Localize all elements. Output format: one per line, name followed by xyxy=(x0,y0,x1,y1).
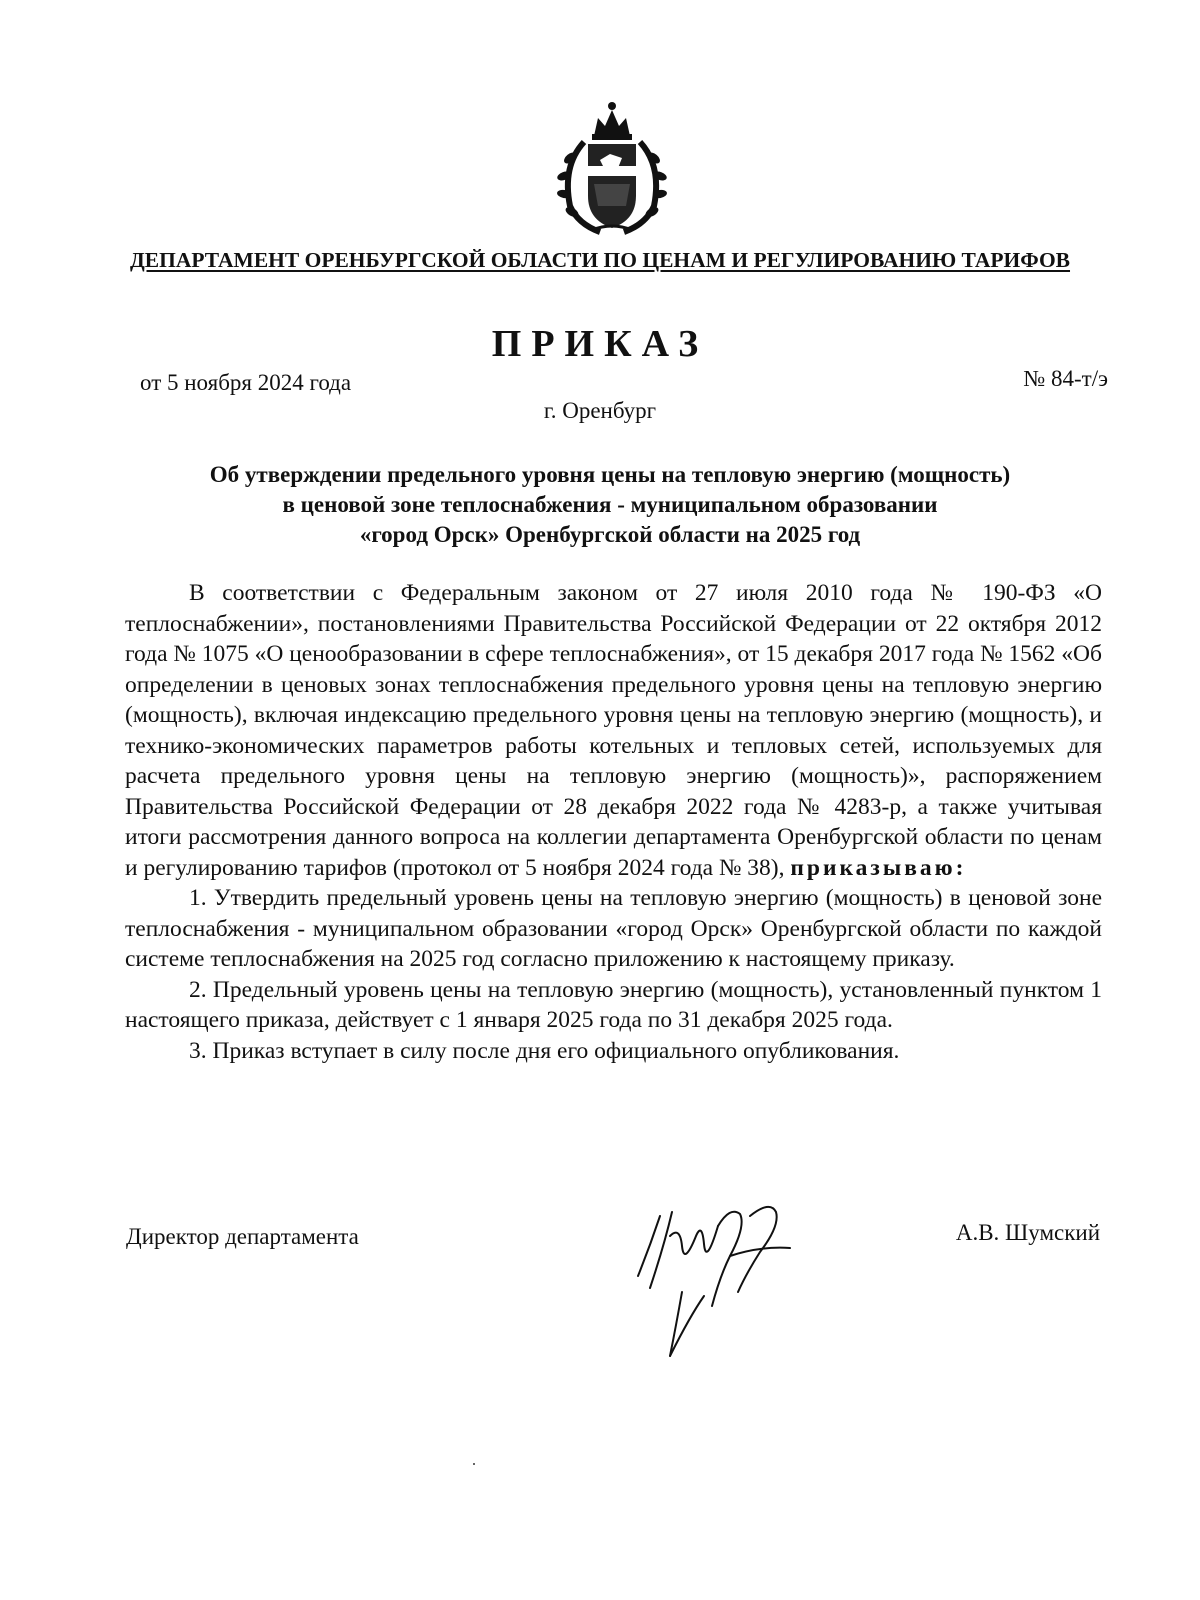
department-name: ДЕПАРТАМЕНТ ОРЕНБУРГСКОЙ ОБЛАСТИ ПО ЦЕНАМ И РЕГУЛИРОВАНИЮ ТАРИФОВ xyxy=(129,248,1071,272)
order-item-2: 2. Предельный уровень цены на тепловую энергию (мощность), установленный пунктом 1 настоящего приказа, действует с 1 января 2025 года по 31 декабря 2025 года. xyxy=(125,976,1102,1033)
handwritten-signature xyxy=(620,1196,840,1366)
preamble-paragraph xyxy=(125,578,1102,883)
document-number: № 84-т/э xyxy=(1023,366,1108,391)
order-word: приказываю: xyxy=(790,854,967,881)
heading-line: в ценовой зоне теплоснабжения - муниципальном образовании xyxy=(282,492,938,517)
document-date: от 5 ноября 2024 года xyxy=(140,370,352,395)
order-item-3: 3. Приказ вступает в силу после дня его официального опубликования. xyxy=(189,1037,900,1064)
document-type: ПРИКАЗ xyxy=(491,323,709,365)
signatory-position: Директор департамента xyxy=(126,1224,359,1249)
document-heading xyxy=(100,460,1120,550)
heading-line: «город Орск» Оренбургской области на 2025 год xyxy=(359,522,861,547)
signatory-name: А.В. Шумский xyxy=(955,1220,1100,1245)
heading-line: Об утверждении предельного уровня цены на тепловую энергию (мощность) xyxy=(209,462,1011,487)
order-item-1: 1. Утвердить предельный уровень цены на тепловую энергию (мощность) в ценовой зоне теплоснабжения - муниципальном образовании «город Орск» Оренбургской области по каждой системе теплоснабжения на 2025 год согласно приложению к настоящему приказу. xyxy=(125,885,1102,972)
coat-of-arms-icon xyxy=(548,96,676,236)
document-body xyxy=(125,578,1102,1066)
preamble-text: В соответствии с Федеральным законом от 27 июля 2010 года № 190-ФЗ «О теплоснабжении», постановлениями Правительства Российской Федерации от 22 октября 2012 года № 1075 «О ценообразовании в сфере теплоснабжения», от 15 декабря 2017 года № 1562 «Об определении в ценовых зонах теплоснабжения предельного уровня цены на тепловую энергию (мощность), включая индексацию предельного уровня цены на тепловую энергию (мощность), и технико-экономических параметров работы котельных и тепловых сетей, используемых для расчета предельного уровня цены на тепловую энергию (мощность)», распоряжением Правительства Российской Федерации от 28 декабря 2022 года № 4283-р, а также учитывая итоги рассмотрения данного вопроса на коллегии департамента Оренбургской области по ценам и регулированию тарифов (протокол от 5 ноября 2024 года № 38), xyxy=(125,580,1102,881)
scan-speck xyxy=(473,1463,475,1465)
document-city: г. Оренбург xyxy=(543,398,657,423)
